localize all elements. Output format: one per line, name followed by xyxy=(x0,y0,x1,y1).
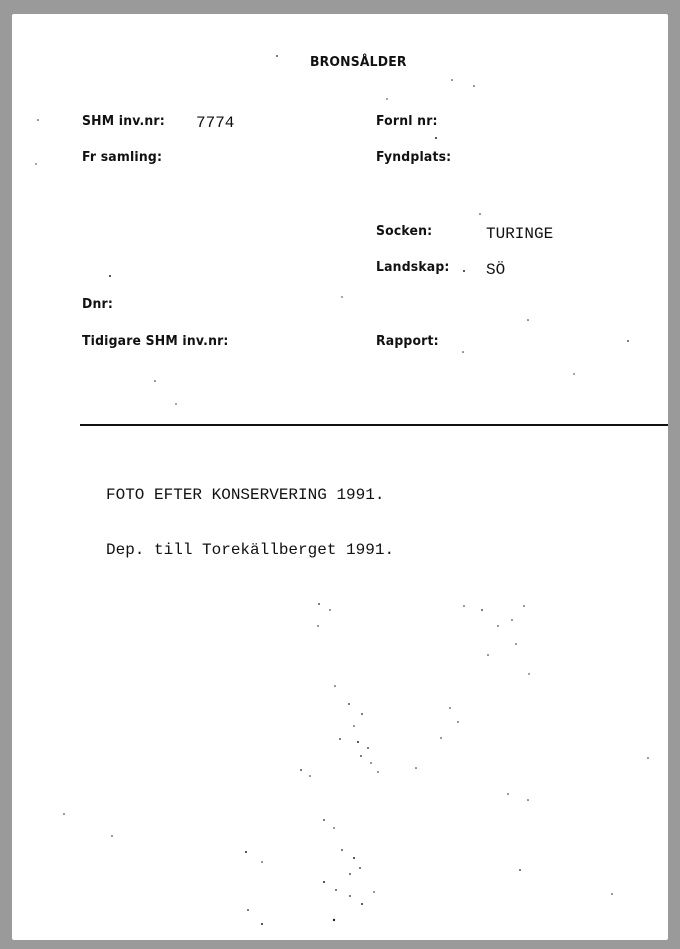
tidigare-shm-inv-label: Tidigare SHM inv.nr: xyxy=(82,333,229,349)
shm-inv-value: 7774 xyxy=(196,114,235,132)
fr-samling-label: Fr samling: xyxy=(82,149,163,165)
note-line-1: FOTO EFTER KONSERVERING 1991. xyxy=(106,486,385,504)
landskap-label: Landskap: xyxy=(376,259,450,275)
dnr-label: Dnr: xyxy=(82,296,113,312)
note-line-2: Dep. till Torekällberget 1991. xyxy=(106,541,395,559)
paper-specks xyxy=(12,14,668,940)
fyndplats-label: Fyndplats: xyxy=(376,149,452,165)
fornl-label: Fornl nr: xyxy=(376,113,438,129)
landskap-value: SÖ xyxy=(486,261,506,279)
catalog-card xyxy=(12,14,668,940)
shm-inv-label: SHM inv.nr: xyxy=(82,113,165,129)
socken-value: TURINGE xyxy=(486,225,554,243)
rapport-label: Rapport: xyxy=(376,333,439,349)
card-title: BRONSÅLDER xyxy=(310,54,407,70)
socken-label: Socken: xyxy=(376,223,433,239)
